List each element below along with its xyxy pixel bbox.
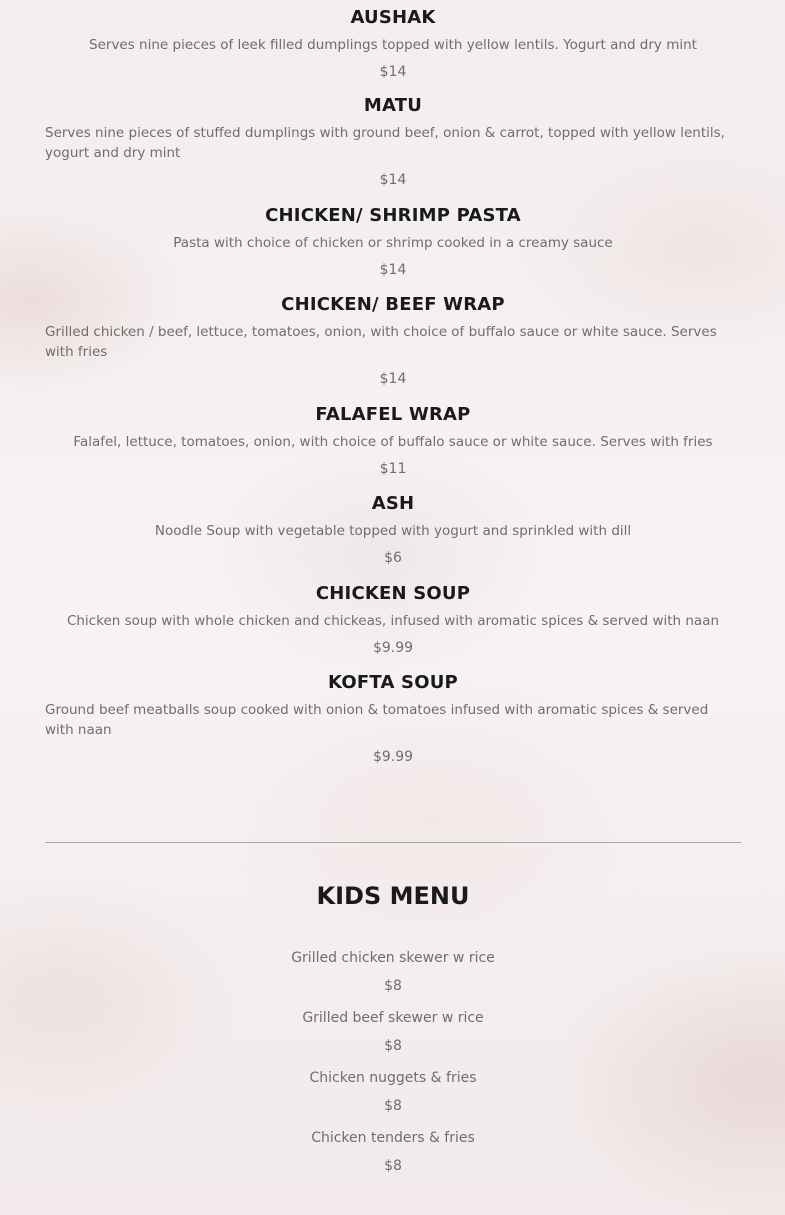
kids-menu-item-price: $8 — [384, 978, 402, 994]
menu-item-name: FALAFEL WRAP — [315, 404, 471, 425]
menu-item-chicken-soup — [45, 583, 741, 658]
kids-menu-item-price: $8 — [384, 1098, 402, 1114]
menu-item-price: $6 — [384, 550, 402, 566]
kids-menu-item-name: Grilled chicken skewer w rice — [291, 950, 495, 966]
menu-item-description: Falafel, lettuce, tomatoes, onion, with choice of buffalo sauce or white sauce. Serves with fries — [73, 434, 713, 450]
menu-item-aushak — [45, 7, 741, 82]
menu-item-description: Chicken soup with whole chicken and chickeas, infused with aromatic spices & served with naan — [66, 613, 720, 629]
menu-item-chicken-shrimp-pasta — [45, 205, 741, 280]
kids-menu-item — [45, 948, 741, 996]
menu-item-price: $14 — [379, 172, 407, 188]
menu-item-name: CHICKEN SOUP — [315, 583, 471, 604]
menu-item-price: $11 — [379, 461, 407, 477]
kids-menu-item-name: Chicken nuggets & fries — [309, 1070, 477, 1086]
kids-menu-item — [45, 1008, 741, 1056]
menu-item-name: CHICKEN/ SHRIMP PASTA — [265, 205, 521, 226]
kids-menu-item-name: Grilled beef skewer w rice — [302, 1010, 484, 1026]
menu-item-kofta-soup — [45, 672, 741, 767]
menu-item-description: Grilled chicken / beef, lettuce, tomatoes, onion, with choice of buffalo sauce or white sauce. Serves with fries — [45, 324, 717, 360]
menu-item-chicken-beef-wrap — [45, 294, 741, 389]
kids-menu-title: KIDS MENU — [316, 882, 470, 910]
menu-item-falafel-wrap — [45, 404, 741, 479]
menu-item-ash — [45, 493, 741, 568]
menu-item-matu — [45, 95, 741, 190]
kids-menu-item-price: $8 — [384, 1158, 402, 1174]
menu-item-name: ASH — [371, 493, 415, 514]
menu-item-price: $14 — [379, 262, 407, 278]
menu-item-description: Pasta with choice of chicken or shrimp cooked in a creamy sauce — [173, 235, 613, 251]
kids-menu-item — [45, 1068, 741, 1116]
menu-item-name: MATU — [363, 95, 423, 116]
kids-menu-item-price: $8 — [384, 1038, 402, 1054]
menu-item-price: $9.99 — [372, 749, 414, 765]
menu-item-name: AUSHAK — [350, 7, 436, 28]
menu-item-price: $14 — [379, 64, 407, 80]
menu-item-price: $14 — [379, 371, 407, 387]
menu-item-name: CHICKEN/ BEEF WRAP — [281, 294, 505, 315]
menu-item-price: $9.99 — [372, 640, 414, 656]
kids-menu-item — [45, 1128, 741, 1176]
menu-item-description: Serves nine pieces of leek filled dumplings topped with yellow lentils. Yogurt and dry mint — [89, 37, 697, 53]
menu-item-description: Ground beef meatballs soup cooked with onion & tomatoes infused with aromatic spices & served with naan — [45, 702, 709, 738]
menu-item-description: Noodle Soup with vegetable topped with yogurt and sprinkled with dill — [154, 523, 632, 539]
section-divider — [45, 842, 741, 843]
kids-menu-item-name: Chicken tenders & fries — [311, 1130, 475, 1146]
menu-item-name: KOFTA SOUP — [328, 672, 458, 693]
menu-item-description: Serves nine pieces of stuffed dumplings with ground beef, onion & carrot, topped with yellow lentils, yogurt and dry mint — [45, 125, 725, 161]
